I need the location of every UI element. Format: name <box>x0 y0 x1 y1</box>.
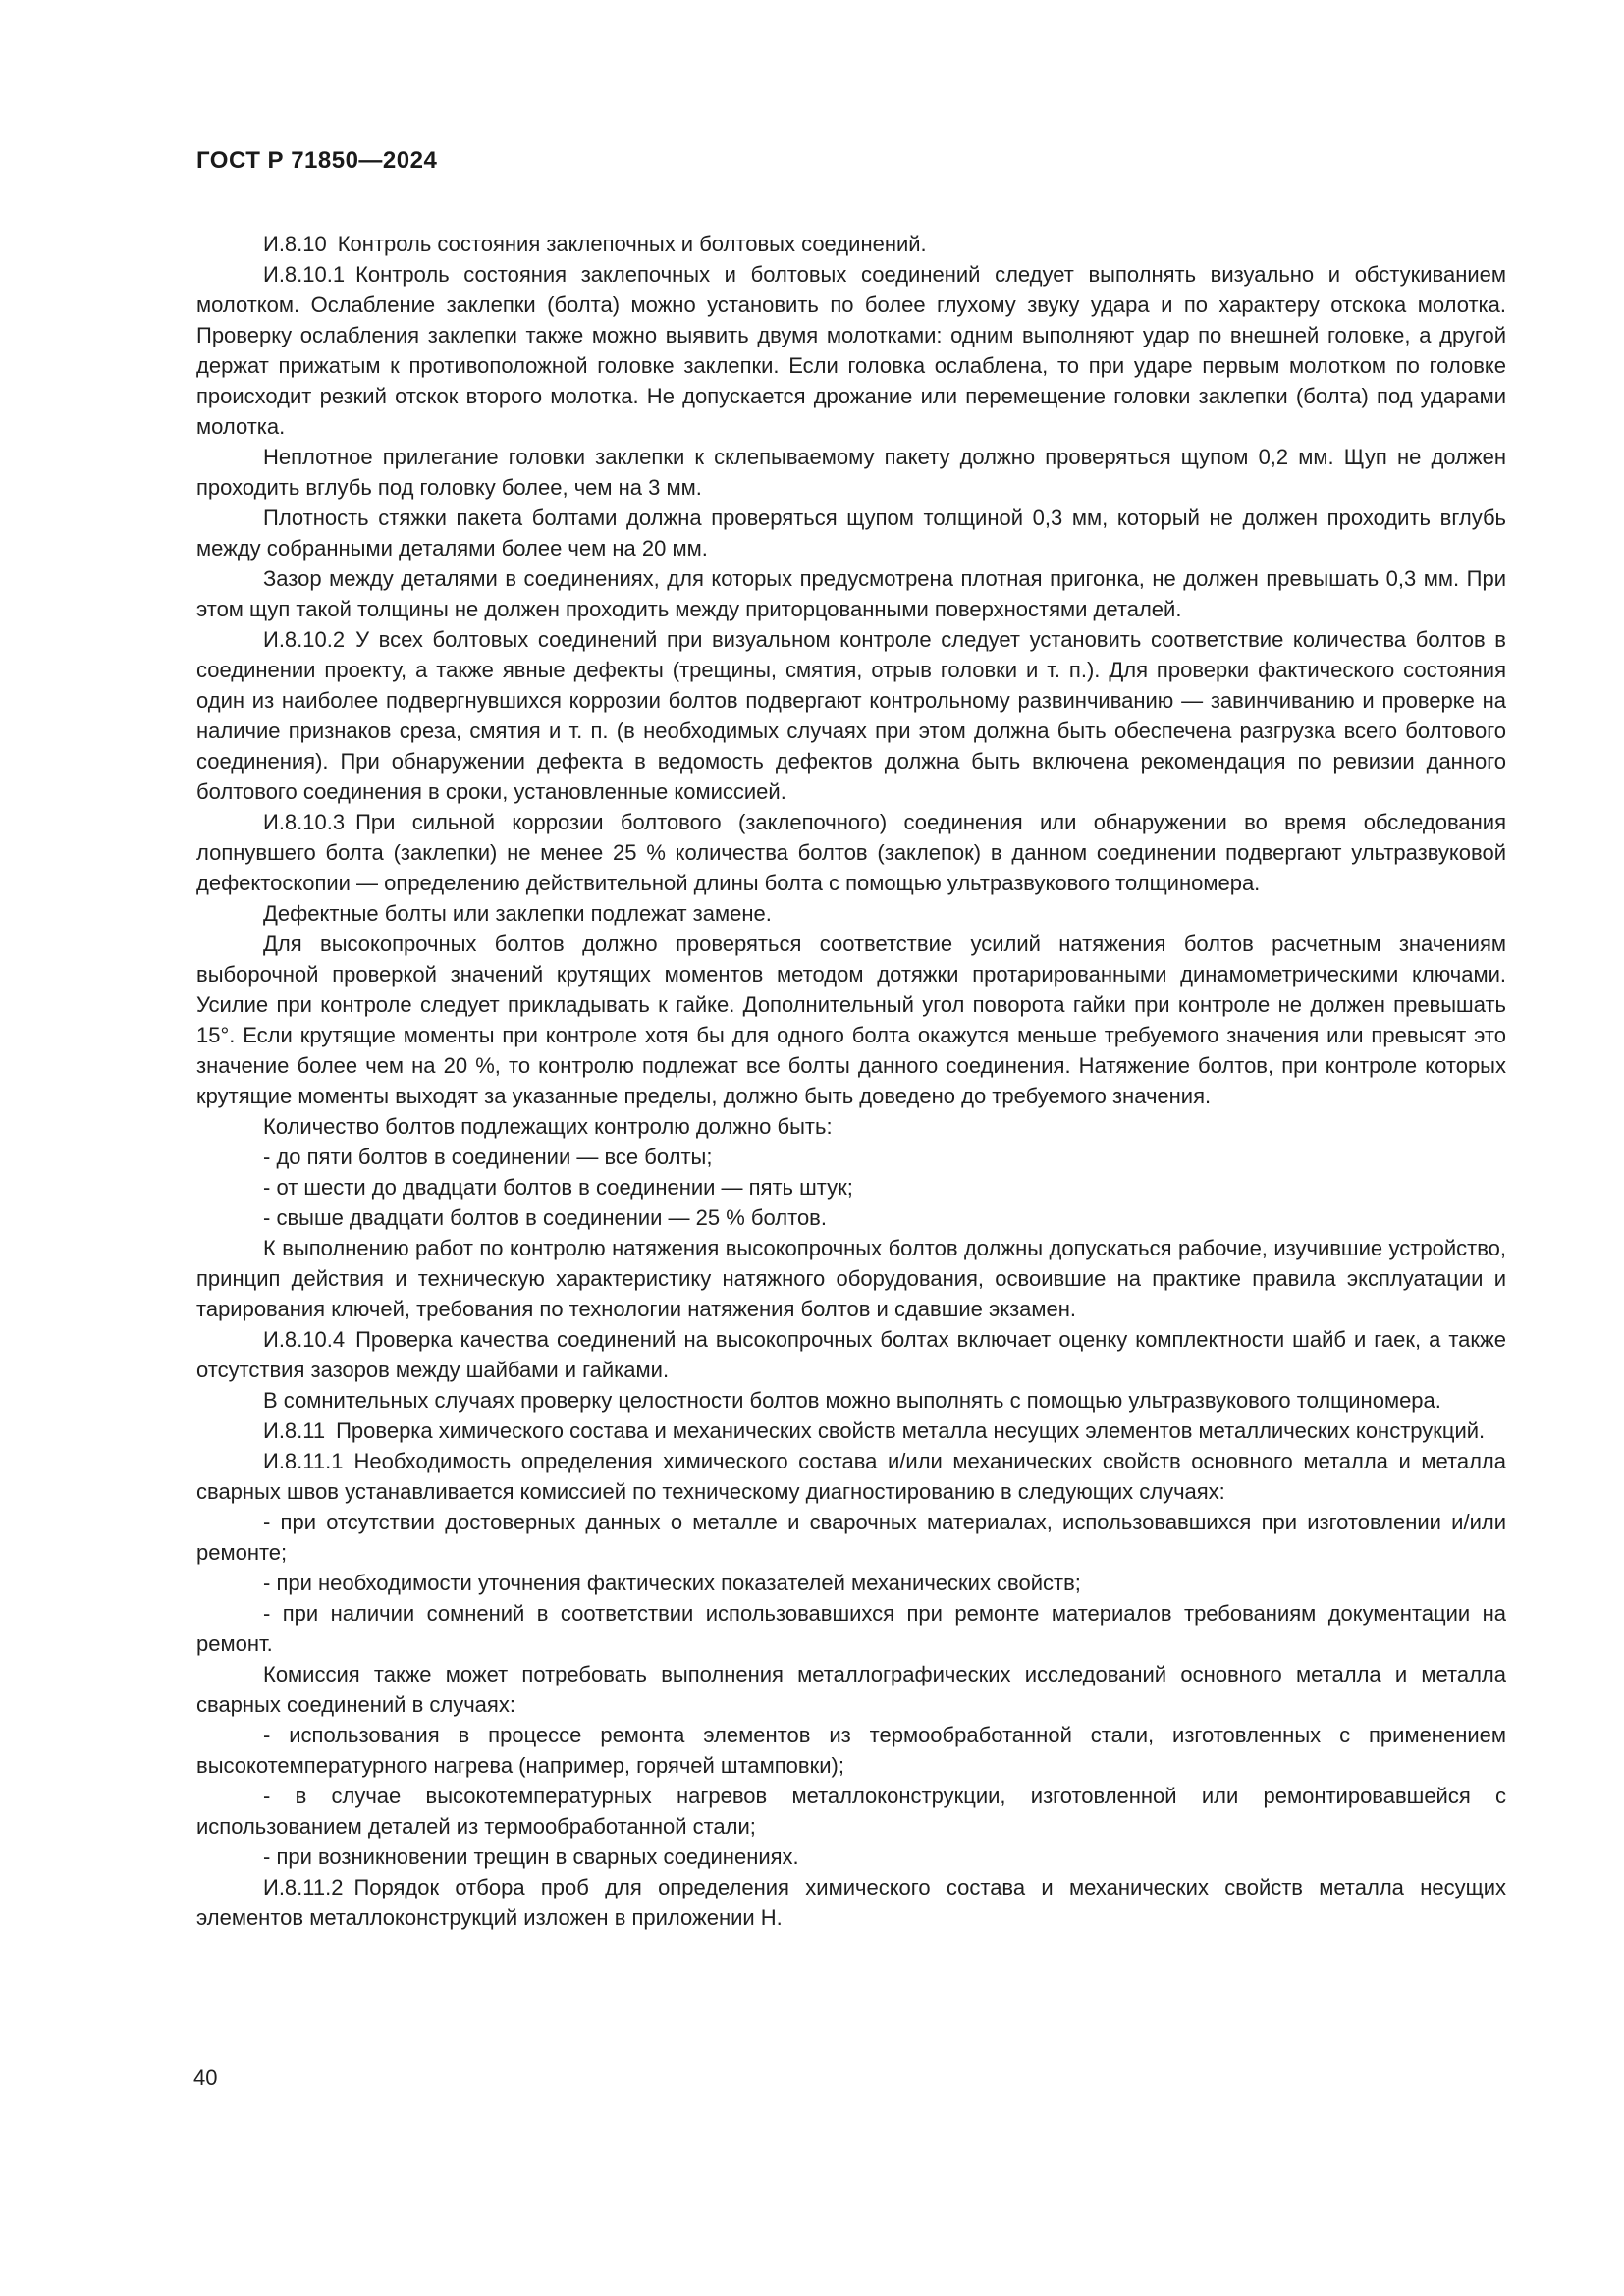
paragraph: Дефектные болты или заклепки подлежат замене. <box>263 901 772 926</box>
paragraph: И.8.10.3 При сильной коррозии болтового (заклепочного) соединения или обнаружении во время обследования лопнувшего болта (заклепки) не менее 25 % количества болтов (заклепок) в данном соединении подвергают ультразвуковой дефектоскопии — определению действительной длины болта с помощью ультразвукового толщиномера. <box>196 810 1506 895</box>
paragraph: И.8.10.4 Проверка качества соединений на высокопрочных болтах включает оценку комплектности шайб и гаек, а также отсутствия зазоров между шайбами и гайками. <box>196 1327 1506 1382</box>
paragraph: Комиссия также может потребовать выполнения металлографических исследований основного металла и металла сварных соединений в случаях: <box>196 1662 1506 1717</box>
paragraph: И.8.10 Контроль состояния заклепочных и болтовых соединений. <box>263 232 927 256</box>
paragraph: И.8.10.1 Контроль состояния заклепочных и болтовых соединений следует выполнять визуально и обстукиванием молотком. Ослабление заклепки (болта) можно установить по более глухому звуку удара и по характеру отскока молотка. Проверку ослабления заклепки также можно выявить двумя молотками: одним выполняют удар по внешней головке, а другой держат прижатым к противоположной головке заклепки. Если головка ослаблена, то при ударе первым молотком по головке происходит резкий отскок второго молотка. Не допускается дрожание или перемещение головки заклепки (болта) под ударами молотка. <box>196 262 1506 439</box>
paragraph: И.8.11 Проверка химического состава и механических свойств металла несущих элементов металлических конструкций. <box>263 1418 1486 1443</box>
list-item: - использования в процессе ремонта элементов из термообработанной стали, изготовленных с применением высокотемпературного нагрева (например, горячей штамповки); <box>196 1723 1506 1778</box>
list-item: - при необходимости уточнения фактических показателей механических свойств; <box>263 1571 1081 1595</box>
list-item: - при отсутствии достоверных данных о металле и сварочных материалах, использовавшихся при изготовлении и/или ремонте; <box>196 1510 1506 1565</box>
paragraph: К выполнению работ по контролю натяжения высокопрочных болтов должны допускаться рабочие, изучившие устройство, принцип действия и техническую характеристику натяжного оборудования, освоившие на практике правила эксплуатации и тарирования ключей, требования по технологии натяжения болтов и сдавшие экзамен. <box>196 1236 1506 1321</box>
paragraph: Плотность стяжки пакета болтами должна проверяться щупом толщиной 0,3 мм, который не должен проходить вглубь между собранными деталями более чем на 20 мм. <box>196 506 1506 561</box>
paragraph: Неплотное прилегание головки заклепки к склепываемому пакету должно проверяться щупом 0,2 мм. Щуп не должен проходить вглубь под головку более, чем на 3 мм. <box>196 445 1506 500</box>
list-item: - до пяти болтов в соединении — все болты; <box>263 1145 713 1169</box>
document-header: ГОСТ Р 71850—2024 <box>196 147 438 174</box>
list-item: - от шести до двадцати болтов в соединении — пять штук; <box>263 1175 853 1200</box>
paragraph: Зазор между деталями в соединениях, для которых предусмотрена плотная пригонка, не должен превышать 0,3 мм. При этом щуп такой толщины не должен проходить между приторцованными поверхностями деталей. <box>196 566 1506 621</box>
page-number: 40 <box>193 2065 218 2090</box>
list-item: - свыше двадцати болтов в соединении — 25 % болтов. <box>263 1205 827 1230</box>
paragraph: И.8.10.2 У всех болтовых соединений при визуальном контроле следует установить соответствие количества болтов в соединении проекту, а также явные дефекты (трещины, смятия, отрыв головки и т. п.). Для проверки фактического состояния один из наиболее подвергнувшихся коррозии болтов подвергают контрольному развинчиванию — завинчиванию и проверке на наличие признаков среза, смятия и т. п. (в необходимых случаях при этом должна быть обеспечена разгрузка всего болтового соединения). При обнаружении дефекта в ведомость дефектов должна быть включена рекомендация по ревизии данного болтового соединения в сроки, установленные комиссией. <box>196 627 1506 804</box>
document-body <box>196 229 1506 1933</box>
paragraph: Количество болтов подлежащих контролю должно быть: <box>263 1114 833 1139</box>
list-item: - при наличии сомнений в соответствии использовавшихся при ремонте материалов требованиям документации на ремонт. <box>196 1601 1506 1656</box>
paragraph: В сомнительных случаях проверку целостности болтов можно выполнять с помощью ультразвукового толщиномера. <box>263 1388 1441 1413</box>
paragraph: Для высокопрочных болтов должно проверяться соответствие усилий натяжения болтов расчетным значениям выборочной проверкой значений крутящих моментов методом дотяжки протарированными динамометрическими ключами. Усилие при контроле следует прикладывать к гайке. Дополнительный угол поворота гайки при контроле не должен превышать 15°. Если крутящие моменты при контроле хотя бы для одного болта окажутся меньше требуемого значения или превысят это значение более чем на 20 %, то контролю подлежат все болты данного соединения. Натяжение болтов, при контроле которых крутящие моменты выходят за указанные пределы, должно быть доведено до требуемого значения. <box>196 932 1506 1108</box>
paragraph: И.8.11.2 Порядок отбора проб для определения химического состава и механических свойств металла несущих элементов металлоконструкций изложен в приложении Н. <box>196 1875 1506 1930</box>
list-item: - при возникновении трещин в сварных соединениях. <box>263 1844 799 1869</box>
list-item: - в случае высокотемпературных нагревов металлоконструкции, изготовленной или ремонтировавшейся с использованием деталей из термообработанной стали; <box>196 1784 1506 1839</box>
paragraph: И.8.11.1 Необходимость определения химического состава и/или механических свойств основного металла и металла сварных швов устанавливается комиссией по техническому диагностированию в следующих случаях: <box>196 1449 1506 1504</box>
